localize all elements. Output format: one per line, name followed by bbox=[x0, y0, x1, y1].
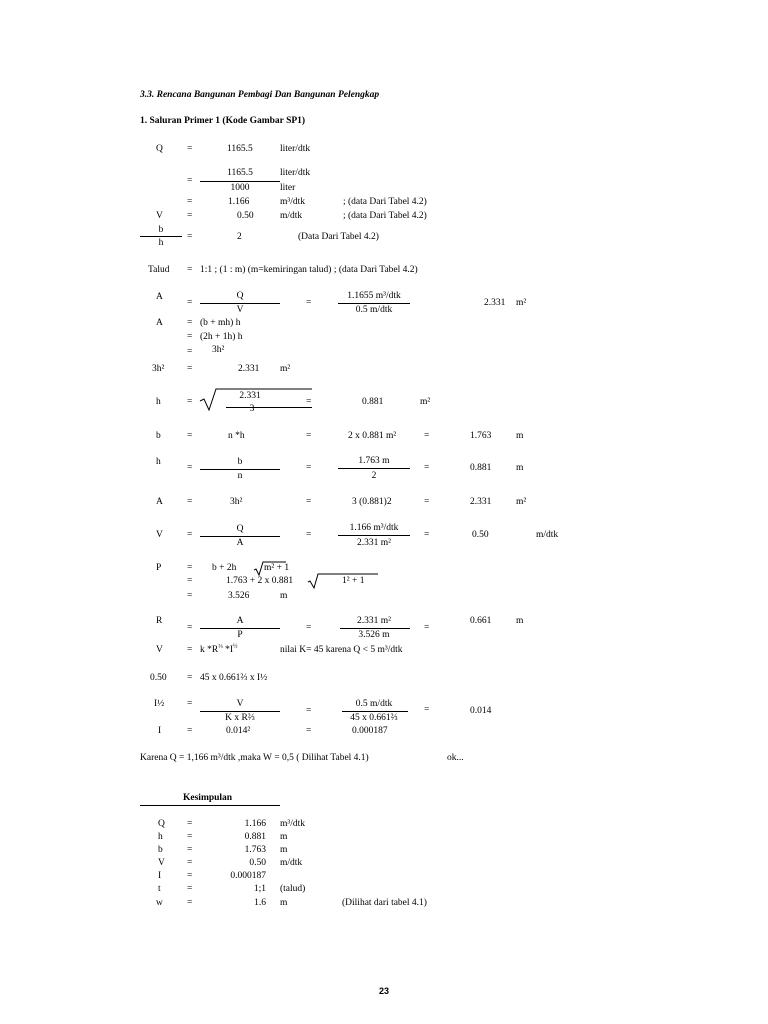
fraction-numerator: 0.5 m/dtk bbox=[355, 699, 393, 709]
equals-sign: = bbox=[424, 623, 430, 633]
fraction-denominator: K x R⅔ bbox=[225, 713, 255, 723]
equals-sign: = bbox=[424, 463, 430, 473]
fraction-bar bbox=[200, 181, 280, 182]
fraction-denominator: 2 bbox=[371, 471, 377, 481]
i-label: I bbox=[158, 726, 162, 736]
equals-sign: = bbox=[187, 144, 193, 154]
i-half-label: I½ bbox=[154, 699, 165, 709]
fraction-numerator: 2.331 m² bbox=[357, 616, 391, 626]
equals-sign: = bbox=[187, 298, 193, 308]
a-unit: m² bbox=[516, 497, 527, 507]
fraction-numerator: A bbox=[236, 616, 244, 626]
equals-sign: = bbox=[306, 397, 312, 407]
h-value: 0.881 bbox=[470, 463, 492, 473]
talud-label: Talud bbox=[148, 265, 170, 275]
q-label: Q bbox=[156, 144, 163, 154]
equals-sign: = bbox=[187, 819, 193, 829]
equals-sign: = bbox=[306, 623, 312, 633]
v-unit: m/dtk bbox=[280, 211, 303, 221]
row-value: 0.881 bbox=[244, 832, 266, 842]
q-value-converted: 1.166 bbox=[228, 197, 250, 207]
reference-note: (Data Dari Tabel 4.2) bbox=[298, 232, 379, 242]
fraction-bar bbox=[200, 536, 280, 537]
equals-sign: = bbox=[187, 645, 193, 655]
row-label: Q bbox=[158, 819, 165, 829]
v-label: V bbox=[156, 645, 163, 655]
fraction-bar bbox=[338, 535, 410, 536]
equals-sign: = bbox=[424, 705, 430, 715]
fraction-denominator: 1000 bbox=[230, 183, 250, 193]
equals-sign: = bbox=[187, 211, 193, 221]
row-label: I bbox=[158, 871, 162, 881]
a-result: 2.331 bbox=[484, 298, 506, 308]
fraction-bar bbox=[200, 469, 280, 470]
a-substitution: 3 (0.881)2 bbox=[352, 497, 392, 507]
fraction-denominator: h bbox=[158, 238, 164, 248]
b-label: b bbox=[156, 431, 161, 441]
kesimpulan-title: Kesimpulan bbox=[183, 793, 233, 803]
fraction-denominator: n bbox=[237, 471, 243, 481]
equals-sign: = bbox=[187, 197, 193, 207]
a-unit: m² bbox=[516, 298, 527, 308]
v-label: V bbox=[156, 530, 163, 540]
k-note: nilai K= 45 karena Q < 5 m³/dtk bbox=[280, 645, 403, 655]
3h2-label: 3h² bbox=[152, 364, 165, 374]
row-unit: m³/dtk bbox=[280, 819, 306, 829]
equals-sign: = bbox=[187, 347, 193, 357]
fraction-numerator: 1.763 m bbox=[358, 456, 390, 466]
v-label: V bbox=[156, 211, 163, 221]
row-value: 1.6 bbox=[254, 898, 266, 908]
page-number: 23 bbox=[378, 986, 390, 996]
fraction-bar bbox=[140, 236, 182, 237]
fraction-denominator-unit: liter bbox=[280, 183, 296, 193]
fraction-numerator: 1165.5 bbox=[227, 168, 253, 178]
talud-text: 1:1 ; (1 : m) (m=kemiringan talud) ; (data Dari Tabel 4.2) bbox=[200, 265, 418, 275]
p-substitution-root: 1² + 1 bbox=[342, 576, 365, 586]
subsection-title: 1. Saluran Primer 1 (Kode Gambar SP1) bbox=[140, 116, 306, 126]
karena-statement: Karena Q = 1,166 m³/dtk ,maka W = 0,5 ( Dilihat Tabel 4.1) bbox=[140, 753, 369, 763]
equals-sign: = bbox=[187, 832, 193, 842]
row-unit: m bbox=[280, 898, 288, 908]
equals-sign: = bbox=[306, 431, 312, 441]
v-value: 0.50 bbox=[472, 530, 489, 540]
row-unit: (talud) bbox=[280, 884, 306, 894]
equals-sign: = bbox=[187, 871, 193, 881]
section-title: 3.3. Rencana Bangunan Pembagi Dan Bangunan Pelengkap bbox=[140, 90, 380, 100]
a-formula-3: 3h² bbox=[212, 345, 225, 355]
fraction-numerator-unit: liter/dtk bbox=[280, 168, 311, 178]
equals-sign: = bbox=[187, 858, 193, 868]
equals-sign: = bbox=[187, 364, 193, 374]
3h2-unit: m² bbox=[280, 364, 291, 374]
row-note: (Dilihat dari tabel 4.1) bbox=[342, 898, 427, 908]
row-label: h bbox=[158, 832, 163, 842]
row-unit: m bbox=[280, 832, 288, 842]
h-label: h bbox=[156, 457, 161, 467]
row-value: 1;1 bbox=[253, 884, 266, 894]
fraction-bar bbox=[200, 628, 280, 629]
equals-sign: = bbox=[187, 845, 193, 855]
equals-sign: = bbox=[424, 497, 430, 507]
equals-sign: = bbox=[306, 497, 312, 507]
row-value: 0.000187 bbox=[230, 871, 266, 881]
fraction-numerator: 1.166 m³/dtk bbox=[349, 523, 399, 533]
fraction-numerator: 1.1655 m³/dtk bbox=[347, 291, 401, 301]
fraction-bar bbox=[338, 303, 410, 304]
v-unit: m/dtk bbox=[536, 530, 559, 540]
fraction-bar bbox=[200, 303, 280, 304]
equals-sign: = bbox=[187, 726, 193, 736]
q-unit: liter/dtk bbox=[280, 144, 311, 154]
equals-sign: = bbox=[424, 530, 430, 540]
r-unit: m bbox=[516, 616, 524, 626]
b-value: 1.763 bbox=[470, 431, 492, 441]
equals-sign: = bbox=[306, 463, 312, 473]
v-substitution: 45 x 0.661⅔ x I½ bbox=[200, 673, 268, 683]
q-unit-converted: m³/dtk bbox=[280, 197, 306, 207]
row-value: 1.166 bbox=[244, 819, 266, 829]
r-value: 0.661 bbox=[470, 616, 492, 626]
equals-sign: = bbox=[306, 530, 312, 540]
equals-sign: = bbox=[424, 431, 430, 441]
kesimpulan-underline bbox=[140, 805, 280, 806]
v-substitution-label: 0.50 bbox=[150, 673, 167, 683]
b-expression: n *h bbox=[228, 431, 245, 441]
fraction-denominator: 3.526 m bbox=[358, 630, 390, 640]
fraction-numerator: V bbox=[236, 699, 244, 709]
row-unit: m/dtk bbox=[280, 858, 303, 868]
fraction-denominator: V bbox=[236, 305, 244, 315]
i-value: 0.000187 bbox=[352, 726, 388, 736]
equals-sign: = bbox=[187, 497, 193, 507]
p-formula: b + 2h bbox=[212, 563, 237, 573]
equals-sign: = bbox=[187, 332, 193, 342]
row-value: 0.50 bbox=[249, 858, 266, 868]
equals-sign: = bbox=[187, 530, 193, 540]
fraction-bar bbox=[200, 711, 280, 712]
reference-note: ; (data Dari Tabel 4.2) bbox=[343, 211, 427, 221]
equals-sign: = bbox=[187, 898, 193, 908]
fraction-numerator: Q bbox=[236, 524, 244, 534]
equals-sign: = bbox=[306, 298, 312, 308]
p-formula-root: m² + 1 bbox=[264, 563, 290, 573]
b-unit: m bbox=[516, 431, 524, 441]
fraction-denominator: 45 x 0.661⅔ bbox=[350, 713, 398, 723]
equals-sign: = bbox=[187, 463, 193, 473]
equals-sign: = bbox=[187, 232, 193, 242]
v-value: 0.50 bbox=[237, 211, 254, 221]
a-label: A bbox=[156, 318, 163, 328]
p-value: 3.526 bbox=[228, 591, 250, 601]
equals-sign: = bbox=[187, 699, 193, 709]
fraction-denominator: A bbox=[236, 538, 244, 548]
equals-sign: = bbox=[187, 397, 193, 407]
3h2-value: 2.331 bbox=[238, 364, 260, 374]
p-label: P bbox=[156, 563, 162, 573]
fraction-numerator: b bbox=[237, 457, 243, 467]
equals-sign: = bbox=[187, 673, 193, 683]
a-expression: 3h² bbox=[230, 497, 243, 507]
equals-sign: = bbox=[187, 884, 193, 894]
p-substitution: 1.763 + 2 x 0.881 bbox=[226, 576, 294, 586]
b-substitution: 2 x 0.881 m² bbox=[348, 431, 397, 441]
a-label: A bbox=[156, 497, 163, 507]
fraction-denominator: 2.331 m² bbox=[357, 538, 391, 548]
fraction-numerator: Q bbox=[236, 291, 244, 301]
ok-note: ok... bbox=[447, 753, 464, 763]
i-expression: 0.014² bbox=[226, 726, 251, 736]
equals-sign: = bbox=[306, 726, 312, 736]
fraction-denominator: P bbox=[237, 630, 243, 640]
row-label: w bbox=[156, 898, 163, 908]
equals-sign: = bbox=[187, 623, 193, 633]
equals-sign: = bbox=[187, 591, 193, 601]
r-label: R bbox=[156, 616, 163, 626]
a-formula-1: (b + mh) h bbox=[200, 318, 241, 328]
a-value: 2.331 bbox=[470, 497, 492, 507]
equals-sign: = bbox=[187, 431, 193, 441]
fraction-bar bbox=[338, 468, 410, 469]
fraction-bar bbox=[226, 407, 312, 408]
row-unit: m bbox=[280, 845, 288, 855]
reference-note: ; (data Dari Tabel 4.2) bbox=[343, 197, 427, 207]
h-unit: m bbox=[516, 463, 524, 473]
equals-sign: = bbox=[187, 318, 193, 328]
p-unit: m bbox=[280, 591, 288, 601]
h-label: h bbox=[156, 397, 161, 407]
row-label: t bbox=[158, 884, 161, 894]
a-formula-2: (2h + 1h) h bbox=[200, 332, 243, 342]
equals-sign: = bbox=[187, 176, 193, 186]
equals-sign: = bbox=[187, 563, 193, 573]
bh-value: 2 bbox=[237, 232, 242, 242]
fraction-denominator: 0.5 m/dtk bbox=[355, 305, 393, 315]
h-unit: m² bbox=[420, 397, 431, 407]
i-half-value: 0.014 bbox=[470, 706, 492, 716]
row-value: 1.763 bbox=[244, 845, 266, 855]
fraction-bar bbox=[342, 711, 408, 712]
equals-sign: = bbox=[187, 576, 193, 586]
row-label: V bbox=[158, 858, 165, 868]
h-value: 0.881 bbox=[362, 397, 384, 407]
equals-sign: = bbox=[187, 265, 193, 275]
fraction-numerator: 2.331 bbox=[239, 391, 261, 401]
row-label: b bbox=[158, 845, 163, 855]
equals-sign: = bbox=[306, 706, 312, 716]
a-label: A bbox=[156, 292, 163, 302]
fraction-numerator: b bbox=[158, 225, 164, 235]
fraction-bar bbox=[340, 628, 410, 629]
manning-formula: k $*R^{\frac{2}{3}}$ $*I^{\frac{1}{2}}$ bbox=[200, 643, 238, 655]
fraction-denominator: 3 bbox=[249, 404, 255, 414]
q-value: 1165.5 bbox=[227, 144, 253, 154]
